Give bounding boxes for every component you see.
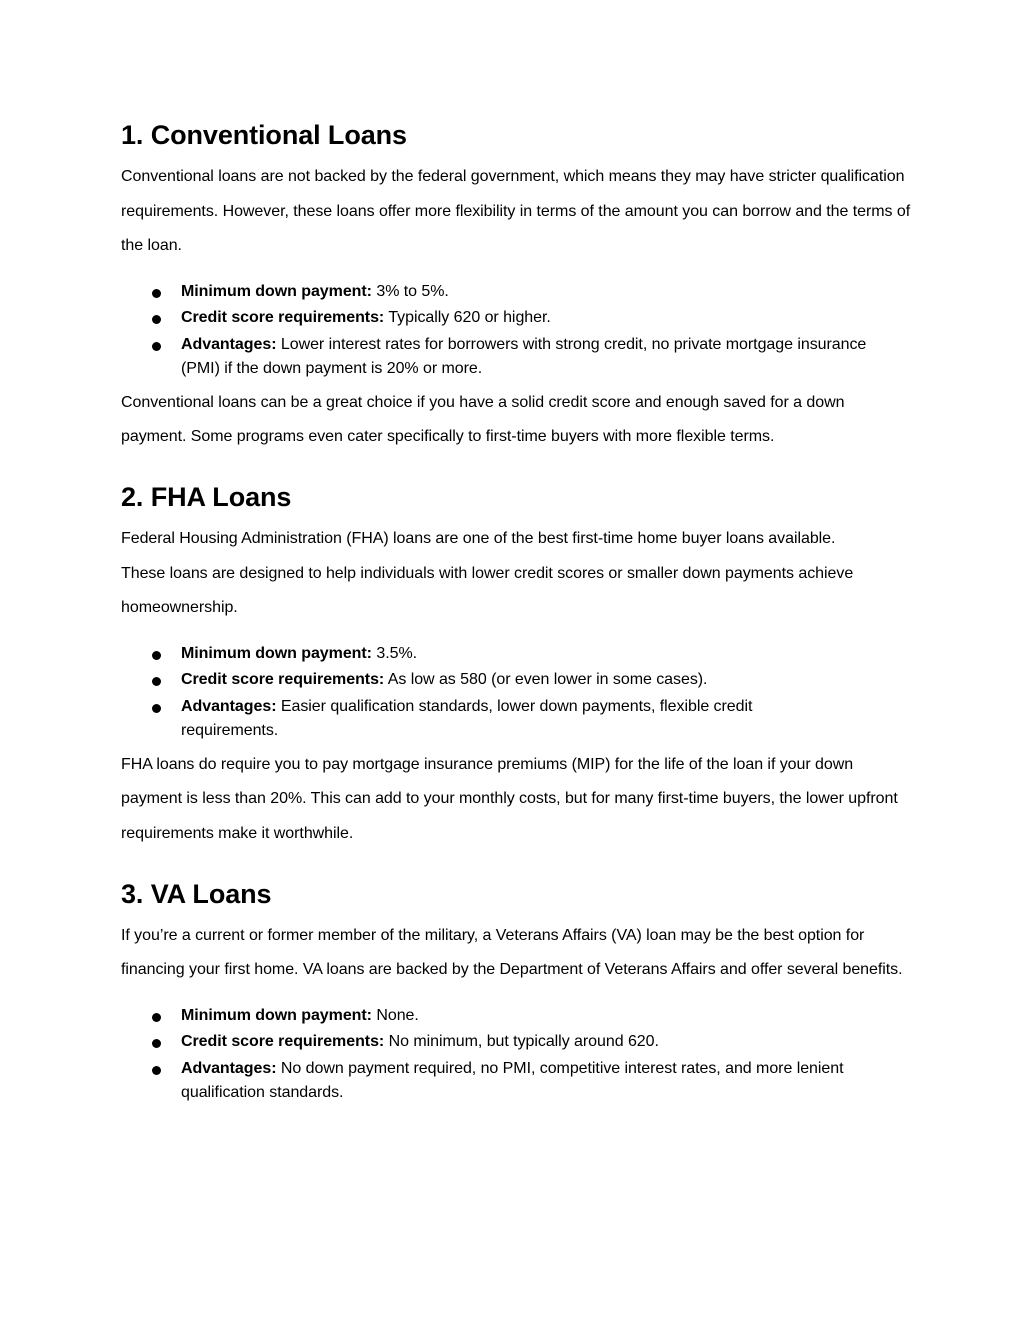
section-outro-paragraph: Conventional loans can be a great choice if you have a solid credit score and enough saved for a down payment. Some programs even cater specifically to first-time buyers with more flexible terms. bbox=[121, 393, 845, 446]
bullet-icon bbox=[152, 289, 161, 298]
list-item bbox=[121, 1057, 911, 1105]
item-text: No minimum, but typically around 620. bbox=[384, 1033, 659, 1051]
section-conventional-loans bbox=[121, 118, 911, 455]
item-label: Advantages: bbox=[181, 697, 277, 715]
item-label: Credit score requirements: bbox=[181, 671, 385, 689]
item-text: Easier qualification standards, lower down payments, flexible credit requirements. bbox=[181, 697, 753, 739]
item-text: Lower interest rates for borrowers with strong credit, no private mortgage insurance (PMI) if the down payment is 20% or more. bbox=[181, 335, 867, 377]
section-heading: 2. FHA Loans bbox=[121, 481, 292, 512]
item-text: No down payment required, no PMI, competitive interest rates, and more lenient qualification standards. bbox=[181, 1059, 844, 1101]
section-fha-loans bbox=[121, 480, 911, 852]
section-intro-paragraph: Federal Housing Administration (FHA) loans are one of the best first-time home buyer loans available. These loans are designed to help individuals with lower credit scores or smaller down payments achieve homeownership. bbox=[121, 529, 854, 617]
bullet-list bbox=[121, 642, 911, 743]
item-label: Minimum down payment: bbox=[181, 282, 372, 300]
item-label: Credit score requirements: bbox=[181, 1033, 385, 1051]
section-heading: 3. VA Loans bbox=[121, 878, 272, 909]
list-item bbox=[121, 668, 911, 692]
item-label: Minimum down payment: bbox=[181, 1006, 372, 1024]
document-page bbox=[121, 0, 911, 1101]
list-item bbox=[121, 306, 911, 330]
item-text: 3.5%. bbox=[371, 644, 418, 662]
bullet-list bbox=[121, 280, 911, 381]
item-label: Advantages: bbox=[181, 1059, 277, 1077]
bullet-icon bbox=[152, 1013, 161, 1022]
list-item bbox=[121, 333, 911, 381]
bullet-icon bbox=[152, 342, 161, 351]
list-item bbox=[121, 1030, 911, 1054]
section-outro-paragraph: FHA loans do require you to pay mortgage insurance premiums (MIP) for the life of the loan if your down payment is less than 20%. This can add to your monthly costs, but for many first-time buyers, the lower upfront requirements make it worthwhile. bbox=[121, 755, 898, 842]
item-label: Minimum down payment: bbox=[181, 644, 372, 662]
section-heading: 1. Conventional Loans bbox=[121, 120, 407, 150]
section-va-loans bbox=[121, 877, 911, 1105]
item-text: 3% to 5%. bbox=[371, 282, 449, 300]
bullet-icon bbox=[152, 1066, 161, 1075]
section-intro-paragraph: Conventional loans are not backed by the federal government, which means they may have stricter qualification requirements. However, these loans offer more flexibility in terms of the amount you can borrow and the terms of the loan. bbox=[121, 168, 911, 255]
list-item bbox=[121, 642, 911, 666]
bullet-icon bbox=[152, 315, 161, 324]
list-item bbox=[121, 1004, 911, 1028]
section-intro-paragraph: If you’re a current or former member of the military, a Veterans Affairs (VA) loan may be the best option for financing your first home. VA loans are backed by the Department of Veterans Affairs and offer several benefits. bbox=[121, 926, 903, 979]
list-item bbox=[121, 280, 911, 304]
item-label: Credit score requirements: bbox=[181, 309, 385, 327]
bullet-icon bbox=[152, 651, 161, 660]
item-text: As low as 580 (or even lower in some cases). bbox=[384, 671, 708, 689]
item-label: Advantages: bbox=[181, 335, 277, 353]
item-text: None. bbox=[371, 1006, 419, 1024]
bullet-list bbox=[121, 1004, 911, 1105]
item-text: Typically 620 or higher. bbox=[384, 309, 551, 327]
bullet-icon bbox=[152, 704, 161, 713]
bullet-icon bbox=[152, 1039, 161, 1048]
bullet-icon bbox=[152, 677, 161, 686]
list-item bbox=[121, 695, 911, 743]
